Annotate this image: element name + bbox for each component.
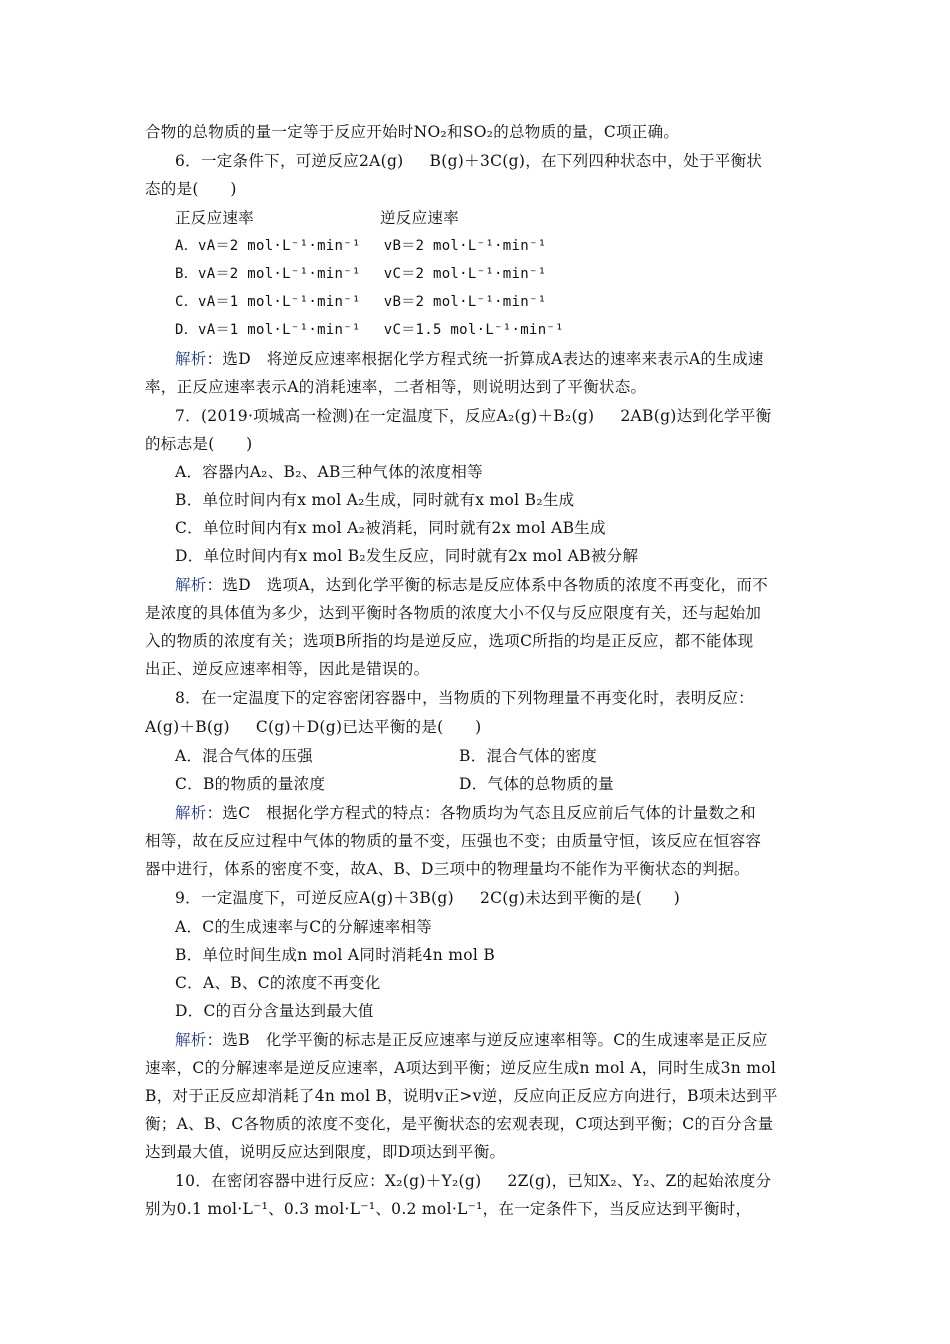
column-header-reverse: 逆反应速率 xyxy=(380,209,460,227)
analysis-line: 器中进行，体系的密度不变，故A、B、D三项中的物理量均不能作为平衡状态的判据。 xyxy=(145,860,750,878)
analysis-line: 相等，故在反应过程中气体的物质的量不变，压强也不变；由质量守恒，该反应在恒容容 xyxy=(145,832,762,850)
question-6 xyxy=(175,151,762,171)
option-b: B．单位时间生成n mol A同时消耗4n mol B xyxy=(175,946,496,964)
text-line: 合物的总物质的量一定等于反应开始时NO₂和SO₂的总物质的量，C项正确。 xyxy=(145,123,680,141)
equation-right: 2AB(g)达到化学平衡 xyxy=(620,407,772,425)
analysis-line: 衡；A、B、C各物质的浓度不变化，是平衡状态的宏观表现，C项达到平衡；C的百分含量 xyxy=(145,1115,774,1133)
analysis-6 xyxy=(175,349,764,369)
option-d: D．气体的总物质的量 xyxy=(459,775,614,793)
equation-left: 10．在密闭容器中进行反应：X₂(g)＋Y₂(g) xyxy=(175,1172,482,1190)
analysis-line: 达到最大值，说明反应达到限度，即D项达到平衡。 xyxy=(145,1143,506,1161)
analysis-8 xyxy=(175,803,756,823)
question-6-tail: 态的是( ) xyxy=(145,180,237,198)
question-9 xyxy=(175,888,680,908)
option-a: A．容器内A₂、B₂、AB三种气体的浓度相等 xyxy=(175,463,483,481)
option-d: D．单位时间内有x mol B₂发生反应，同时就有2x mol AB被分解 xyxy=(175,547,639,565)
question-7 xyxy=(175,406,771,426)
question-8-equation xyxy=(145,717,481,737)
option-a: A．vA＝2 mol·L⁻¹·min⁻¹ vB＝2 mol·L⁻¹·min⁻¹ xyxy=(175,238,547,254)
analysis-line: B，对于正反应却消耗了4n mol B，说明v正>v逆，反应向正反应方向进行，B项未达到平 xyxy=(145,1087,778,1105)
analysis-label: 解析 xyxy=(175,576,207,594)
analysis-text: ：选D 选项A，达到化学平衡的标志是反应体系中各物质的浓度不再变化，而不 xyxy=(206,576,769,594)
analysis-text: ：选B 化学平衡的标志是正反应速率与逆反应速率相等。C的生成速率是正反应 xyxy=(206,1031,768,1049)
analysis-7 xyxy=(175,575,768,595)
analysis-9 xyxy=(175,1030,768,1050)
equation-right: B(g)＋3C(g)，在下列四种状态中，处于平衡状 xyxy=(429,152,763,170)
option-d: D．vA＝1 mol·L⁻¹·min⁻¹ vC＝1.5 mol·L⁻¹·min⁻¹ xyxy=(175,322,564,338)
analysis-label: 解析 xyxy=(175,804,207,822)
option-c: C．B的物质的量浓度 xyxy=(175,775,326,793)
option-a: A．C的生成速率与C的分解速率相等 xyxy=(175,918,433,936)
equation-right: C(g)＋D(g)已达平衡的是( ) xyxy=(255,718,482,736)
option-c: C．单位时间内有x mol A₂被消耗，同时就有2x mol AB生成 xyxy=(175,519,606,537)
column-header-forward: 正反应速率 xyxy=(175,209,255,227)
question-10 xyxy=(175,1171,771,1191)
question-7-tail: 的标志是( ) xyxy=(145,435,253,453)
analysis-line: 率，正反应速率表示A的消耗速率，二者相等，则说明达到了平衡状态。 xyxy=(145,378,647,396)
analysis-label: 解析 xyxy=(175,350,207,368)
option-b: B．混合气体的密度 xyxy=(459,747,598,765)
equation-right: 2Z(g)，已知X₂、Y₂、Z的起始浓度分 xyxy=(507,1172,772,1190)
option-c: C．vA＝1 mol·L⁻¹·min⁻¹ vB＝2 mol·L⁻¹·min⁻¹ xyxy=(175,294,547,310)
equation-left: 9．一定温度下，可逆反应A(g)＋3B(g) xyxy=(175,889,454,907)
equation-left: 6．一定条件下，可逆反应2A(g) xyxy=(175,152,404,170)
option-b: B．单位时间内有x mol A₂生成，同时就有x mol B₂生成 xyxy=(175,491,575,509)
equation-left: 7．(2019·项城高一检测)在一定温度下，反应A₂(g)＋B₂(g) xyxy=(175,407,595,425)
question-10-line: 别为0.1 mol·L⁻¹、0.3 mol·L⁻¹、0.2 mol·L⁻¹，在一定条件下，当反应达到平衡时， xyxy=(145,1200,752,1218)
analysis-label: 解析 xyxy=(175,1031,207,1049)
equation-left: A(g)＋B(g) xyxy=(145,718,230,736)
analysis-line: 是浓度的具体值为多少，达到平衡时各物质的浓度大小不仅与反应限度有关，还与起始加 xyxy=(145,604,762,622)
analysis-line: 入的物质的浓度有关；选项B所指的均是逆反应，选项C所指的均是正反应，都不能体现 xyxy=(145,632,754,650)
equation-right: 2C(g)未达到平衡的是( ) xyxy=(479,889,681,907)
question-8: 8．在一定温度下的定容密闭容器中，当物质的下列物理量不再变化时，表明反应： xyxy=(175,689,754,707)
option-a: A．混合气体的压强 xyxy=(175,747,313,765)
option-d: D．C的百分含量达到最大值 xyxy=(175,1002,374,1020)
analysis-line: 出正、逆反应速率相等，因此是错误的。 xyxy=(145,660,430,678)
analysis-text: ：选D 将逆反应速率根据化学方程式统一折算成A表达的速率来表示A的生成速 xyxy=(206,350,764,368)
option-c: C．A、B、C的浓度不再变化 xyxy=(175,974,381,992)
option-b: B．vA＝2 mol·L⁻¹·min⁻¹ vC＝2 mol·L⁻¹·min⁻¹ xyxy=(175,266,547,282)
analysis-text: ：选C 根据化学方程式的特点：各物质均为气态且反应前后气体的计量数之和 xyxy=(206,804,756,822)
analysis-line: 速率，C的分解速率是逆反应速率，A项达到平衡；逆反应生成n mol A，同时生成3n mol xyxy=(145,1059,777,1077)
